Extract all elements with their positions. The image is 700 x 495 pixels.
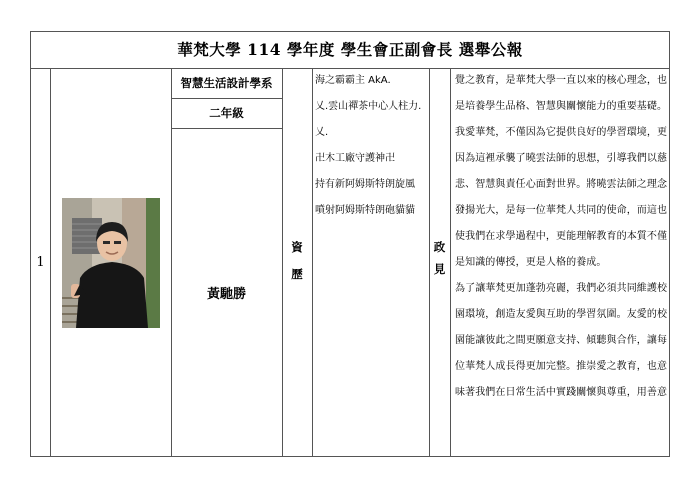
election-bulletin-table bbox=[30, 31, 670, 457]
grid-line bbox=[312, 68, 313, 456]
grid-line bbox=[50, 68, 51, 456]
candidate-photo bbox=[62, 198, 160, 328]
platform-line: 我愛華梵，不僅因為它提供良好的學習環境，更 bbox=[455, 127, 668, 138]
qualification-item: 乂. bbox=[315, 127, 329, 138]
qualification-item: 卍木工廠守護神卍 bbox=[315, 153, 395, 164]
qualification-item: 噴射阿姆斯特朗砲貓貓 bbox=[315, 205, 415, 216]
qualifications-list bbox=[315, 68, 429, 224]
platform-line: 使我們在求學過程中，更能理解教育的本質不僅 bbox=[455, 231, 668, 242]
platform-line: 味著我們在日常生活中實踐關懷與尊重，用善意 bbox=[455, 387, 668, 398]
qualification-item: 海之霸霸主 AkA. bbox=[315, 75, 391, 86]
platform-line: 為了讓華梵更加蓬勃亮麗，我們必須共同維護校 bbox=[455, 283, 668, 294]
grid-line bbox=[450, 68, 451, 456]
platform-label-cell bbox=[429, 68, 450, 457]
qualification-item: 持有新阿姆斯特朗旋風 bbox=[315, 179, 415, 190]
candidate-department: 智慧生活設計學系 bbox=[180, 76, 273, 90]
platform-line: 園能讓彼此之間更願意支持、傾聽與合作，讓每 bbox=[455, 335, 668, 346]
platform-label-char: 見 bbox=[433, 262, 446, 276]
qualifications-label-char: 歷 bbox=[291, 267, 303, 281]
platform-line: 覺之教育，是華梵大學一直以來的核心理念，也 bbox=[455, 75, 668, 86]
platform-line: 是培養學生品格、智慧與關懷能力的重要基礎。 bbox=[455, 101, 668, 112]
qualifications-label-cell bbox=[282, 68, 312, 457]
candidate-photo-image bbox=[62, 198, 160, 328]
platform-line: 是知識的傳授，更是人格的養成。 bbox=[455, 257, 607, 268]
platform-label-char: 政 bbox=[433, 240, 446, 254]
platform-line: 園環境，創造友愛與互助的學習氛圍。友愛的校 bbox=[455, 309, 668, 320]
candidate-number: 1 bbox=[36, 255, 45, 270]
qualifications-label-char: 資 bbox=[291, 240, 303, 254]
platform-text bbox=[455, 68, 669, 406]
platform-line: 悲、智慧與責任心面對世界。將曉雲法師之理念 bbox=[455, 179, 668, 190]
platform-line: 位華梵人成長得更加完整。推崇愛之教育，也意 bbox=[455, 361, 668, 372]
qualification-item: 乂.雲山禪茶中心人柱力. bbox=[315, 101, 422, 112]
candidate-grade: 二年級 bbox=[209, 106, 244, 120]
candidate-name: 黃馳勝 bbox=[206, 287, 246, 302]
bulletin-title: 華梵大學 114 學年度 學生會正副會長 選舉公報 bbox=[31, 32, 669, 69]
platform-line: 因為這裡承襲了曉雲法師的思想，引導我們以慈 bbox=[455, 153, 668, 164]
platform-line: 發揚光大，是每一位華梵人共同的使命，而這也 bbox=[455, 205, 668, 216]
